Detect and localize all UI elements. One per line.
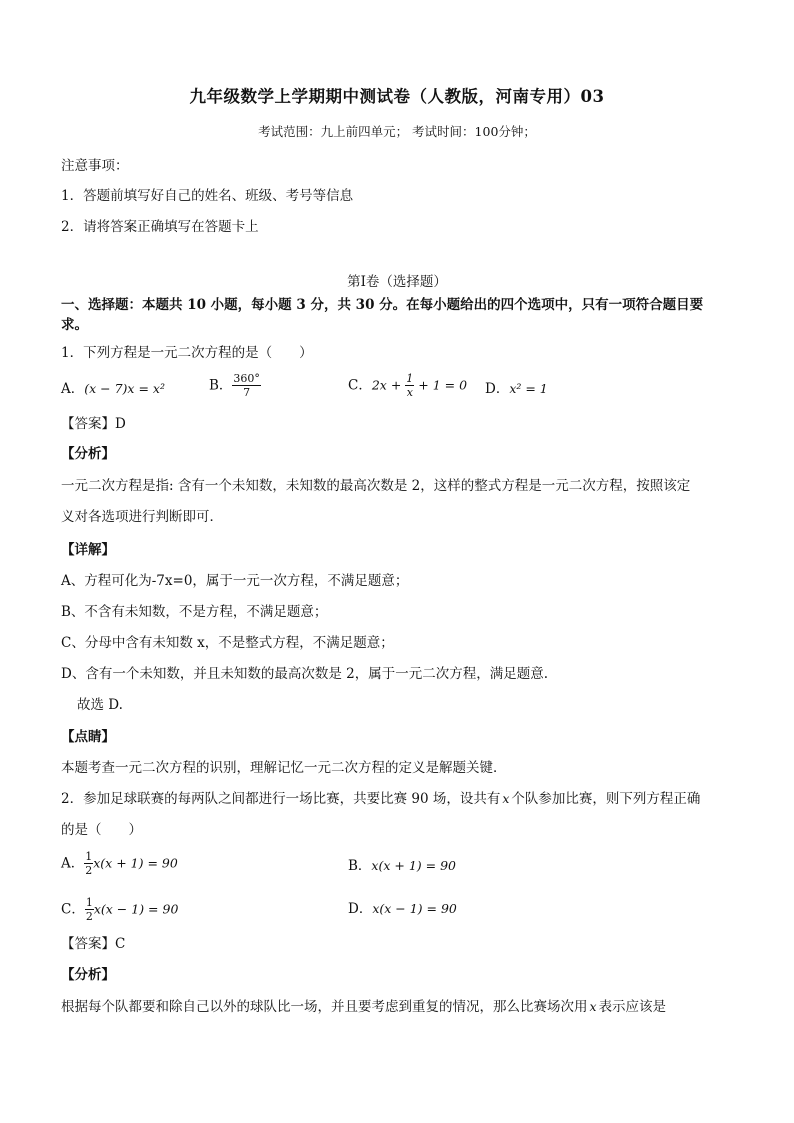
q1-option-b-numerator: 360° [233,372,260,385]
q2-stem-var: x [502,791,510,806]
q2-option-c-numerator: 1 [85,896,93,909]
q1-detail-c: C、分母中含有未知数 x，不是整式方程，不满足题意； [61,635,394,651]
q2-option-c [61,896,178,923]
section-instruction-line1: 一、选择题：本题共 10 小题，每小题 3 分，共 30 分。在每小题给出的四个选项中，只有一项符合题目要 [61,297,704,313]
q1-option-c-denominator: x [406,386,413,399]
q1-option-a-label: A． [61,381,85,397]
q2-answer: 【答案】C [61,936,126,952]
q2-option-d-label: D． [348,901,373,917]
q1-detail-tag: 【详解】 [61,542,115,558]
q1-stem: 1．下列方程是一元二次方程的是（ ） [61,345,313,361]
q1-option-b-denominator: 7 [243,386,251,399]
q1-option-a-math: (x − 7)x = x² [84,381,165,396]
q1-option-b-fraction [232,372,261,399]
q2-option-b [348,857,456,875]
q2-option-a-label: A． [61,855,85,872]
q1-option-c-fraction [405,372,414,399]
q2-analysis-post: 表示应该是 [598,999,667,1015]
notes-heading: 注意事项： [61,158,129,174]
q2-option-a-numerator: 1 [85,850,93,863]
q1-option-c-pre: 2x + [371,377,402,393]
q1-analysis-tag: 【分析】 [61,446,115,462]
q2-analysis-line [61,998,666,1016]
q2-analysis-tag: 【分析】 [61,967,115,983]
q2-option-a [61,850,178,877]
q1-comment: 本题考查一元二次方程的识别，理解记忆一元二次方程的定义是解题关键． [61,760,507,776]
q2-option-a-denominator: 2 [85,864,93,877]
q1-option-d-math: x² = 1 [509,381,548,396]
notes-item-1: 1．答题前填写好自己的姓名、班级、考号等信息 [61,188,354,204]
q2-stem-line1 [61,790,700,808]
q1-detail-d: D、含有一个未知数，并且未知数的最高次数是 2，属于一元二次方程，满足题意. [61,666,548,682]
q1-analysis-line1: 一元二次方程是指: 含有一个未知数，未知数的最高次数是 2，这样的整式方程是一元二次方程，按照该定 [61,478,691,494]
q2-option-b-label: B． [348,858,372,874]
q1-detail-b: B、不含有未知数，不是方程，不满足题意； [61,604,328,620]
q2-option-a-math: x(x + 1) = 90 [93,855,178,871]
q2-stem-pre: 2．参加足球联赛的每两队之间都进行一场比赛，共要比赛 90 场，设共有 [61,791,501,807]
section-title: 第I卷（选择题） [347,274,447,290]
q1-option-c [348,372,467,399]
q2-option-c-label: C． [61,901,85,918]
q1-answer: 【答案】D [61,416,126,432]
q2-stem-line2: 的是（ ） [61,822,142,838]
q2-option-d [348,900,457,918]
exam-scope-subtitle: 考试范围：九上前四单元； 考试时间：100分钟； [258,124,536,139]
notes-item-2: 2．请将答案正确填写在答题卡上 [61,219,259,235]
q2-analysis-var: x [589,999,597,1014]
q1-detail-a: A、方程可化为-7x=0，属于一元一次方程，不满足题意； [61,573,409,589]
q1-option-d-label: D． [485,381,510,397]
q2-option-c-fraction [85,896,94,923]
q1-analysis-line2: 义对各选项进行判断即可． [61,509,223,525]
q2-option-d-math: x(x − 1) = 90 [372,901,457,916]
q1-choose: 故选 D. [77,697,123,713]
q1-option-b-label: B． [209,377,233,394]
page-title: 九年级数学上学期期中测试卷（人教版，河南专用）03 [189,87,605,106]
q1-option-a [61,380,165,398]
q2-option-b-math: x(x + 1) = 90 [371,858,456,873]
q1-option-d [485,380,548,398]
q1-option-c-numerator: 1 [406,372,414,385]
section-instruction-line2: 求。 [61,317,88,333]
q2-option-c-math: x(x − 1) = 90 [93,901,179,917]
q2-analysis-pre: 根据每个队都要和除自己以外的球队比一场，并且要考虑到重复的情况，那么比赛场次用 [61,999,588,1015]
q2-stem-post: 个队参加比赛，则下列方程正确 [511,791,701,807]
q2-option-a-fraction [84,850,93,877]
q1-option-c-post: + 1 = 0 [418,377,468,393]
q2-option-c-denominator: 2 [85,910,93,923]
q1-option-b [209,372,261,399]
q1-option-c-label: C． [348,377,372,394]
q1-comment-tag: 【点睛】 [61,729,115,745]
